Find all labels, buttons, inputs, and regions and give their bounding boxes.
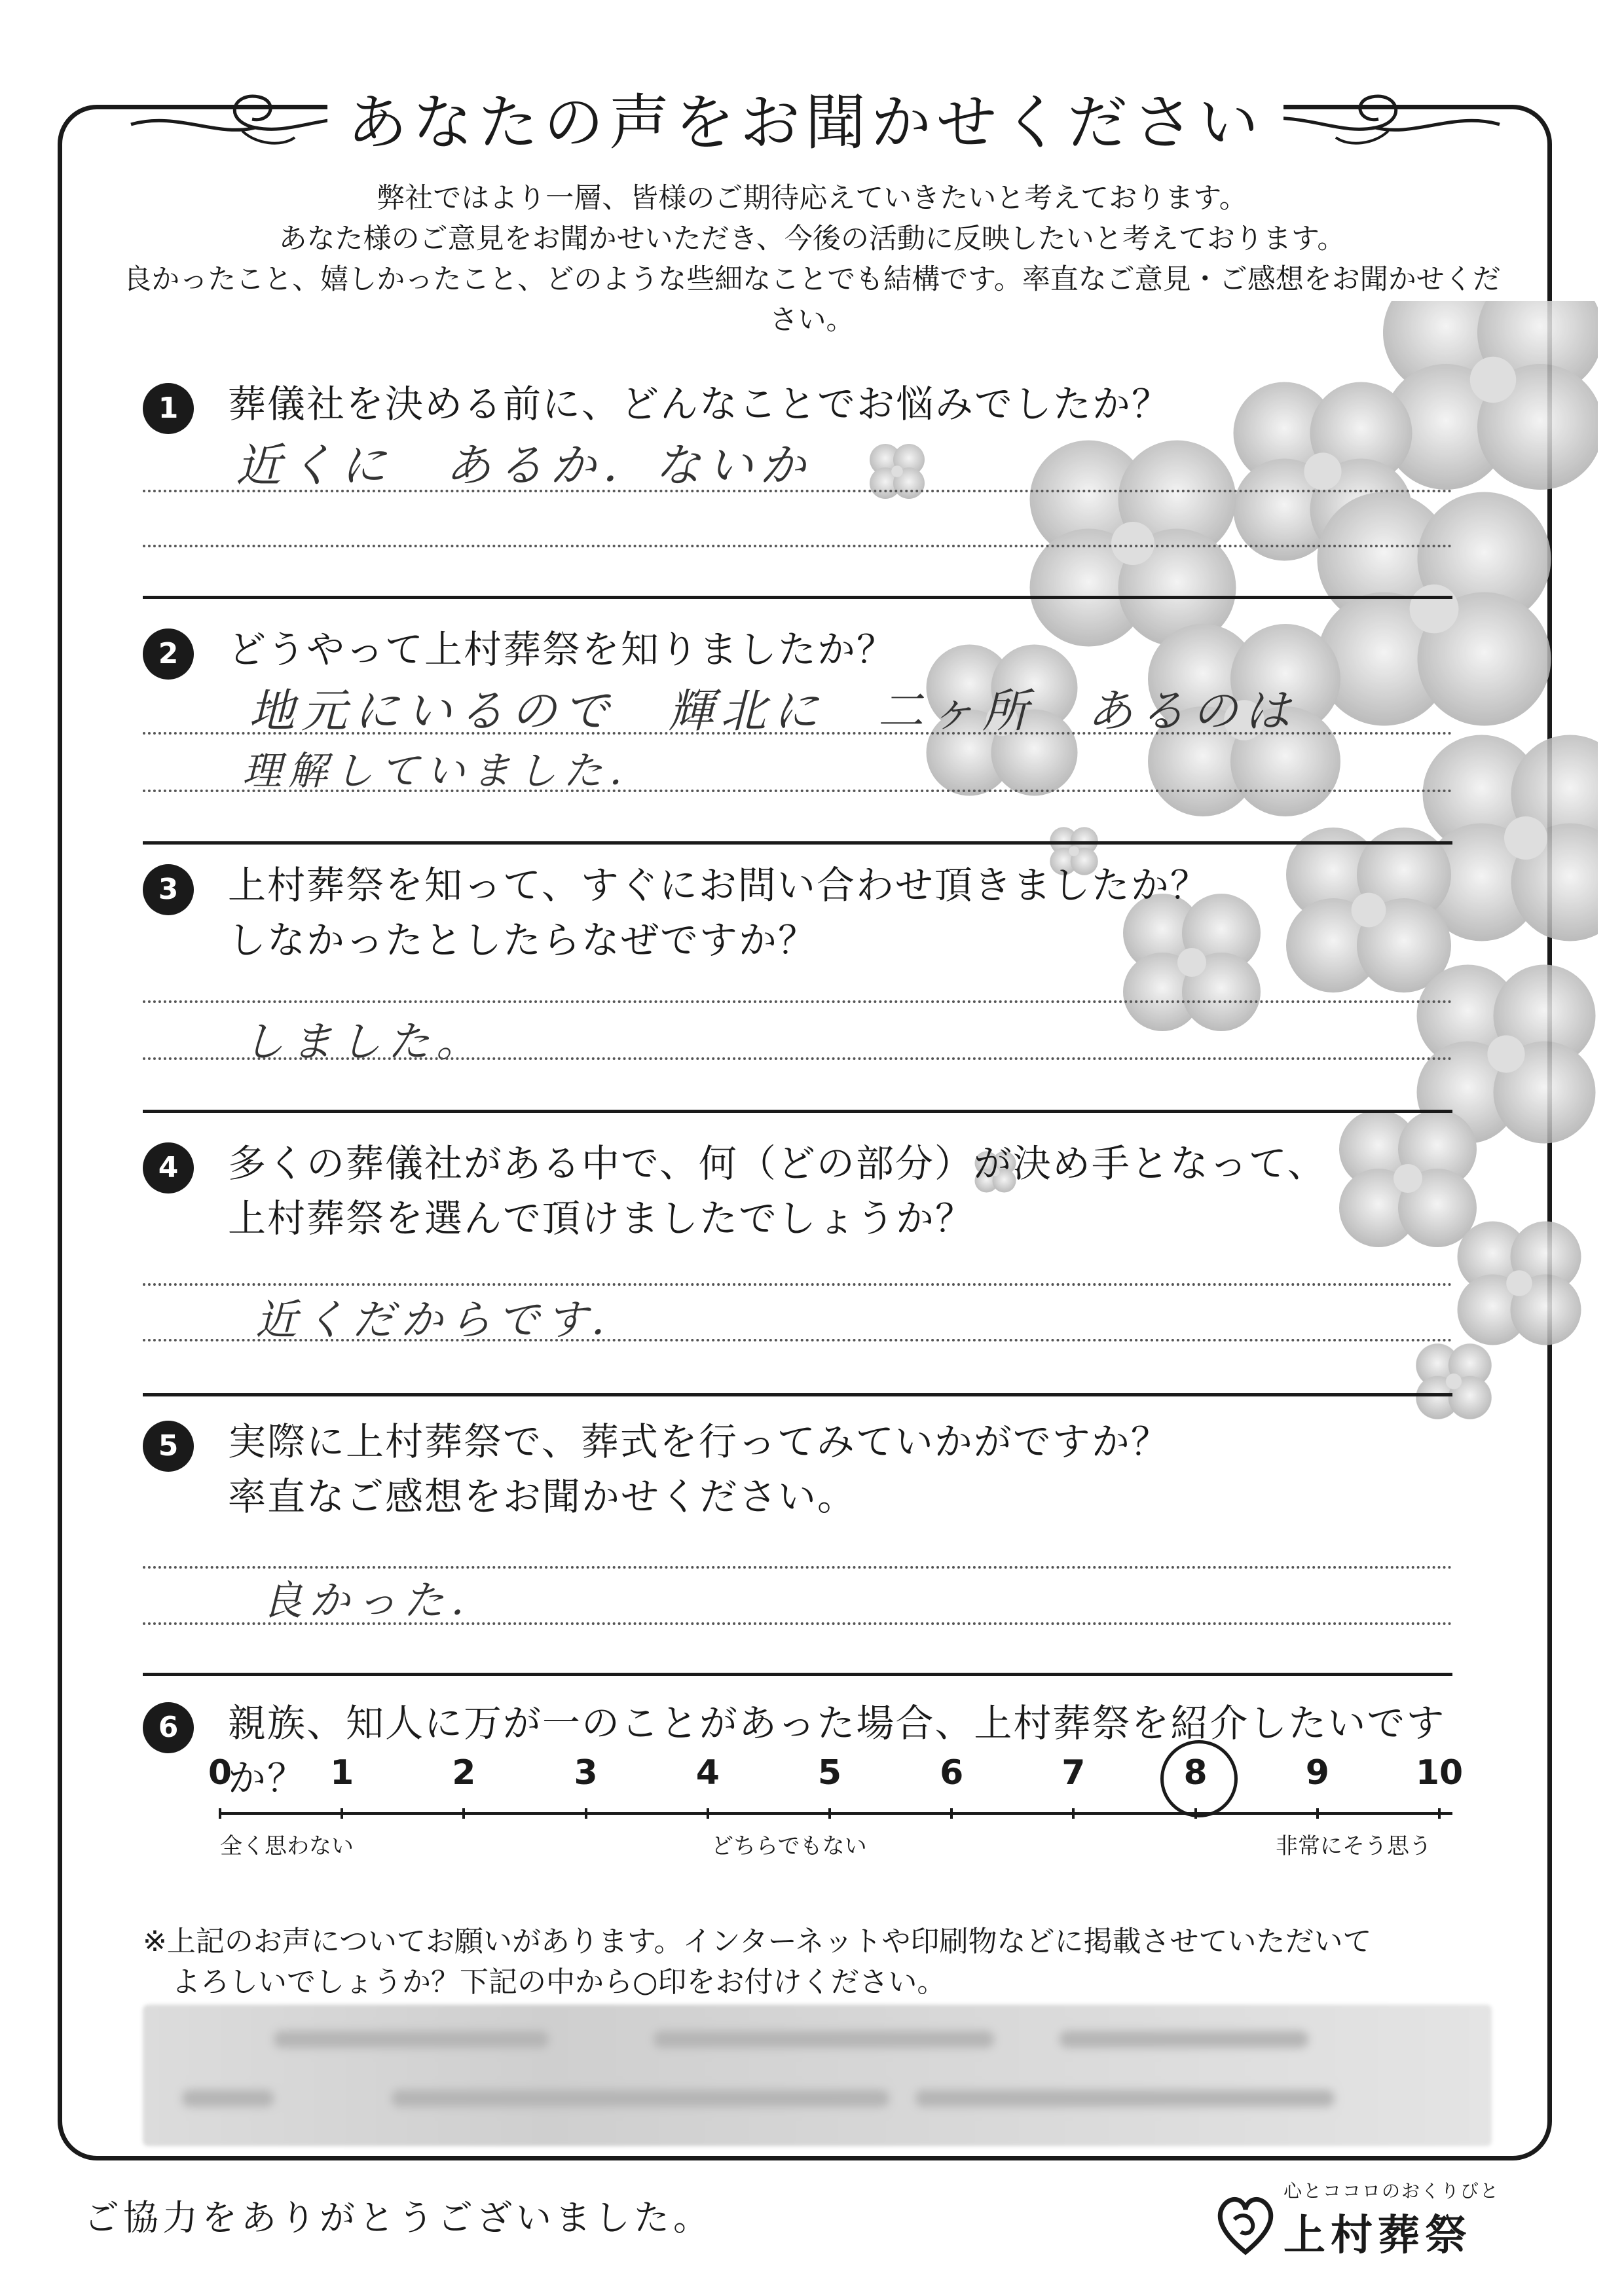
publication-consent-note	[143, 1922, 1372, 2003]
logo-company-name: 上村葬祭	[1283, 2212, 1472, 2260]
company-logo	[1215, 2177, 1555, 2262]
scale-tick	[1072, 1808, 1075, 1819]
scale-tick	[950, 1808, 953, 1819]
question-text: 実際に上村葬祭で、葬式を行ってみていかがですか？	[228, 1419, 1170, 1464]
rating-scale-line	[220, 1812, 1452, 1815]
scale-number-8: 8	[1183, 1753, 1208, 1793]
answer-line	[143, 790, 1452, 792]
scale-label-high: 非常にそう思う	[1276, 1833, 1431, 1859]
question-text: 多くの葬儀社がある中で、何（どの部分）が決め手となって、	[228, 1141, 1327, 1186]
handwritten-answer: 地元にいるので 輝北に 二ヶ所 あるのは	[249, 684, 1297, 738]
right-flourish-ornament	[1264, 72, 1513, 157]
section-divider	[143, 1393, 1452, 1396]
intro-line: 良かったこと、嬉しかったこと、どのような些細なことでも結構です。率直なご意見・ご感想をお聞かせください。	[123, 263, 1501, 337]
question-text: しなかったとしたらなぜですか？	[228, 918, 818, 962]
section-divider	[143, 841, 1452, 845]
answer-line	[143, 545, 1452, 547]
page-title: あなたの声をお聞かせください	[346, 88, 1264, 158]
question-5	[143, 1414, 1466, 1524]
scale-number-5: 5	[817, 1753, 842, 1793]
question-text: 葬儀社を決める前に、どんなことでお悩みでしたか？	[228, 382, 1172, 426]
handwritten-answer: しました。	[242, 1018, 485, 1066]
note-line: ※上記のお声についてお願いがあります。インターネットや印刷物などに掲載させていただいて	[143, 1925, 1372, 1958]
blurred-consent-options	[143, 2005, 1492, 2146]
question-3	[143, 858, 1466, 968]
scale-number-2: 2	[452, 1753, 476, 1793]
logo-tagline: 心とココロのおくりびと	[1283, 2180, 1500, 2202]
answer-line	[143, 732, 1452, 735]
answer-line	[143, 1057, 1452, 1060]
note-line: よろしいでしょうか？下記の中から○印をお付けください。	[143, 1965, 946, 1999]
answer-line	[143, 490, 1452, 492]
scale-number-0: 0	[208, 1753, 232, 1793]
scale-number-7: 7	[1061, 1753, 1086, 1793]
scale-tick	[828, 1808, 831, 1819]
answer-line	[143, 1622, 1452, 1625]
answer-line	[143, 1283, 1452, 1286]
scale-number-1: 1	[330, 1753, 354, 1793]
handwritten-answer: 近くに あるか．ないか	[236, 439, 812, 492]
question-number-badge: 2	[143, 629, 194, 680]
handwritten-answer: 理解していました．	[242, 748, 655, 794]
scale-tick	[219, 1808, 221, 1819]
heart-logo-icon	[1215, 2190, 1277, 2259]
section-divider	[143, 1673, 1452, 1676]
question-number-badge: 3	[143, 864, 194, 915]
answer-line	[143, 1000, 1452, 1003]
scale-label-low: 全く思わない	[220, 1833, 354, 1859]
question-2	[143, 622, 1466, 677]
scale-tick	[1438, 1808, 1441, 1819]
question-text: 親族、知人に万が一のことがあった場合、上村葬祭を紹介したいですか？	[228, 1701, 1446, 1800]
scale-tick	[1316, 1808, 1319, 1819]
intro-line: 弊社ではより一層、皆様のご期待応えていきたいと考えております。	[377, 182, 1247, 215]
scale-number-4: 4	[695, 1753, 720, 1793]
scale-label-mid: どちらでもない	[711, 1833, 867, 1859]
answer-line	[143, 1339, 1452, 1341]
question-text: 率直なご感想をお聞かせください。	[228, 1474, 857, 1519]
scale-tick	[341, 1808, 343, 1819]
scale-number-9: 9	[1305, 1753, 1329, 1793]
question-text: 上村葬祭を知って、すぐにお問い合わせ頂きましたか？	[228, 863, 1209, 907]
scale-tick	[462, 1808, 465, 1819]
section-divider	[143, 596, 1452, 599]
intro-line: あなた様のご意見をお聞かせいただき、今後の活動に反映したいと考えております。	[278, 223, 1346, 255]
question-4	[143, 1136, 1466, 1246]
scale-tick	[707, 1808, 709, 1819]
scale-tick	[585, 1808, 587, 1819]
question-number-badge: 6	[143, 1702, 194, 1753]
question-text: どうやって上村葬祭を知りましたか？	[228, 627, 896, 672]
section-divider	[143, 1110, 1452, 1113]
question-number-badge: 5	[143, 1421, 194, 1472]
rating-scale	[143, 1753, 1464, 1899]
scale-number-10: 10	[1415, 1753, 1464, 1793]
thank-you-message: ご協力をありがとうございました。	[84, 2197, 712, 2238]
handwritten-answer: 近くだからです．	[255, 1296, 640, 1345]
question-text: 上村葬祭を選んで頂けましたでしょうか？	[228, 1196, 975, 1241]
question-number-badge: 4	[143, 1142, 194, 1194]
question-number-badge: 1	[143, 383, 194, 434]
selected-rating-circle	[1160, 1740, 1238, 1817]
question-1	[143, 376, 1466, 431]
handwritten-answer: 良かった．	[262, 1576, 498, 1624]
title-bar	[327, 75, 1283, 160]
scale-number-6: 6	[940, 1753, 964, 1793]
scale-number-3: 3	[574, 1753, 598, 1793]
